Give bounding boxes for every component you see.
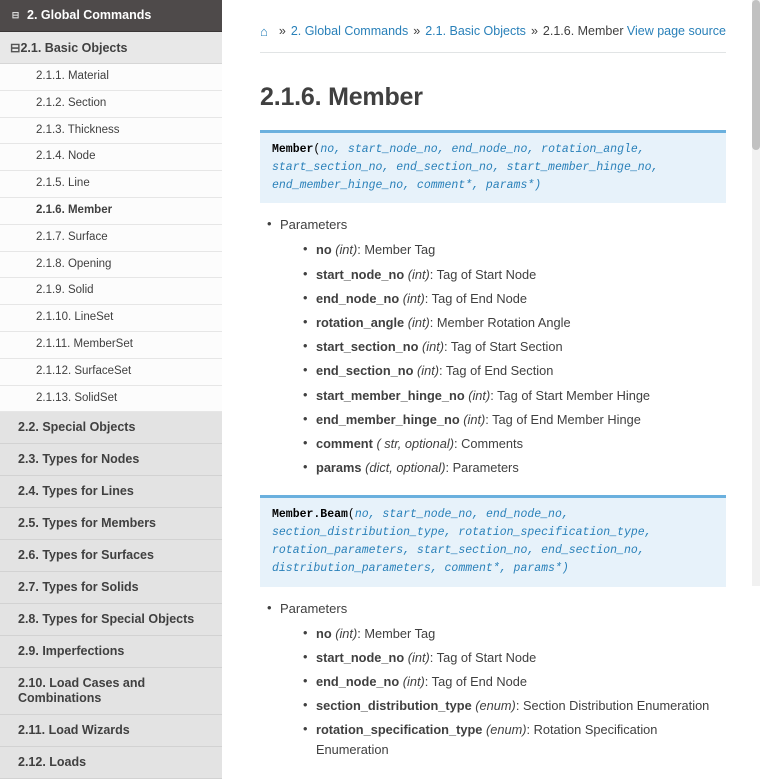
- sidebar-item-label: 2.1.13. SolidSet: [36, 391, 118, 404]
- parameters-label: Parameters: [280, 217, 348, 233]
- parameter-desc: : Tag of Start Node: [429, 649, 537, 665]
- parameter-desc: : Member Tag: [357, 625, 436, 641]
- parameter-type: (int): [407, 315, 430, 330]
- sidebar-item-global-commands[interactable]: [0, 0, 222, 32]
- sidebar-item-label: 2.7. Types for Solids: [18, 580, 139, 595]
- sidebar-item-memberset[interactable]: [0, 332, 222, 359]
- parameter-type: (int): [407, 649, 430, 665]
- signature-params: no, start_node_no, end_node_no, rotation_angle, start_section_no, end_section_no, start_member_hinge_no, end_member_hinge_no, comment*, params*: [272, 143, 659, 192]
- parameter-type: (enum): [485, 722, 527, 738]
- content-inner: [222, 0, 760, 759]
- breadcrumb-link-global-commands[interactable]: 2. Global Commands: [290, 24, 409, 38]
- parameter-type: (int): [416, 363, 440, 379]
- breadcrumb-separator: »: [278, 24, 286, 38]
- sidebar-item-node[interactable]: [0, 144, 222, 171]
- parameter-desc: : Tag of Start Section: [444, 339, 563, 355]
- parameter-name: end_section_no: [316, 363, 414, 379]
- parameter-item: [316, 624, 726, 643]
- sidebar-item-label: 2.1.8. Opening: [36, 257, 112, 270]
- sidebar-item-label: 2.1.9. Solid: [36, 284, 94, 297]
- breadcrumb: [260, 18, 726, 53]
- sidebar-item-label: 2.4. Types for Lines: [18, 484, 134, 499]
- signature-close-paren: ): [534, 178, 542, 192]
- parameter-desc: : Member Rotation Angle: [429, 315, 571, 330]
- sidebar-item-label: 2.9. Imperfections: [18, 644, 125, 659]
- collapse-icon[interactable]: ⊟: [11, 10, 20, 20]
- parameter-type: (int): [402, 673, 425, 689]
- parameter-name: end_node_no: [316, 290, 400, 306]
- sidebar-item-section[interactable]: [0, 91, 222, 118]
- parameter-item: [316, 648, 726, 667]
- sidebar-item-label: 2.11. Load Wizards: [18, 723, 130, 738]
- parameters-label: Parameters: [280, 600, 348, 616]
- sidebar-item-imperfections[interactable]: [0, 636, 222, 668]
- parameter-type: (int): [407, 266, 430, 282]
- sidebar-item-label: 2.1. Basic Objects: [20, 40, 128, 55]
- parameter-items: [280, 624, 726, 759]
- parameter-name: start_section_no: [316, 339, 419, 355]
- parameter-desc: : Tag of End Node: [424, 673, 528, 689]
- sidebar-item-material[interactable]: [0, 64, 222, 91]
- parameter-item: [316, 434, 726, 453]
- parameter-name: no: [316, 242, 332, 258]
- sidebar-item-label: 2.2. Special Objects: [18, 420, 136, 435]
- parameter-item: [316, 696, 726, 715]
- signature-member-beam: [260, 495, 726, 586]
- sidebar-item-line[interactable]: [0, 171, 222, 198]
- sidebar-item-label: 2.6. Types for Surfaces: [18, 548, 154, 563]
- sidebar-item-label: 2.1.10. LineSet: [36, 311, 114, 324]
- sidebar-item-load-cases-and-combinations[interactable]: [0, 668, 222, 715]
- parameter-type: (int): [421, 339, 445, 355]
- signature-close-paren: ): [561, 561, 569, 575]
- parameters-list-member-beam: [260, 601, 726, 759]
- signature-name: Member: [272, 143, 314, 156]
- parameter-type: (int): [335, 625, 358, 641]
- parameter-name: end_member_hinge_no: [316, 411, 460, 427]
- scrollbar-thumb[interactable]: [752, 0, 760, 150]
- parameter-type: ( str, optional): [376, 435, 454, 451]
- parameter-item: [316, 361, 726, 380]
- parameter-name: start_node_no: [316, 266, 405, 282]
- parameter-desc: : Tag of End Section: [439, 363, 554, 379]
- parameter-type: (enum): [475, 698, 516, 714]
- parameters-list-member: [260, 217, 726, 477]
- parameter-item: [316, 672, 726, 691]
- sidebar-item-label: 2.1.11. MemberSet: [36, 337, 133, 350]
- sidebar-item-types-for-solids[interactable]: [0, 572, 222, 604]
- signature-member: [260, 130, 726, 203]
- sidebar-navigation[interactable]: [0, 0, 222, 770]
- breadcrumb-link-basic-objects[interactable]: 2.1. Basic Objects: [425, 24, 526, 38]
- sidebar-item-label: 2.8. Types for Special Objects: [18, 612, 195, 627]
- parameter-name: end_node_no: [316, 673, 400, 689]
- parameter-name: no: [316, 625, 332, 641]
- sidebar-item-label: 2.1.6. Member: [36, 203, 113, 216]
- breadcrumb-separator: »: [530, 24, 538, 38]
- parameter-type: (int): [468, 387, 491, 403]
- parameter-item: [316, 386, 726, 405]
- parameter-desc: : Parameters: [445, 460, 519, 476]
- parameter-type: (int): [335, 242, 358, 258]
- main-content: [222, 0, 760, 757]
- sidebar-item-member[interactable]: [0, 198, 222, 225]
- parameter-type: (int): [463, 411, 486, 427]
- parameter-name: section_distribution_type: [316, 698, 472, 714]
- sidebar-item-loads[interactable]: [0, 747, 222, 779]
- sidebar-item-surfaceset[interactable]: [0, 359, 222, 386]
- sidebar-item-label: 2.5. Types for Members: [18, 516, 157, 531]
- sidebar-item-surface[interactable]: [0, 225, 222, 252]
- signature-open-paren: (: [347, 508, 355, 522]
- parameters-heading: [280, 601, 726, 759]
- parameter-item: [316, 289, 726, 308]
- parameter-desc: : Member Tag: [357, 242, 436, 258]
- parameter-desc: : Section Distribution Enumeration: [515, 698, 710, 714]
- parameter-name: start_member_hinge_no: [316, 387, 465, 403]
- view-page-source-link[interactable]: View page source: [626, 24, 726, 38]
- parameter-item: [316, 458, 726, 477]
- sidebar-item-types-for-lines[interactable]: [0, 476, 222, 508]
- parameter-item: [316, 313, 726, 332]
- parameter-item: [316, 240, 726, 259]
- breadcrumb-current: 2.1.6. Member: [542, 24, 624, 38]
- sidebar-item-label: 2.1.12. SurfaceSet: [36, 364, 132, 377]
- parameter-name: rotation_angle: [316, 315, 405, 330]
- parameter-name: params: [316, 460, 362, 476]
- sidebar-item-label: 2.1.2. Section: [36, 96, 107, 109]
- parameter-type: (dict, optional): [365, 460, 446, 476]
- parameter-name: comment: [316, 435, 373, 451]
- sidebar-item-label: 2.3. Types for Nodes: [18, 452, 140, 467]
- sidebar-subitems: [0, 64, 222, 412]
- home-icon[interactable]: ⌂: [260, 23, 268, 39]
- page-title: 2.1.6. Member: [260, 83, 423, 111]
- parameter-item: [316, 410, 726, 429]
- signature-name: Member.Beam: [272, 508, 348, 522]
- sidebar-item-label: 2.10. Load Cases and Combinations: [18, 676, 146, 706]
- sidebar-item-load-wizards[interactable]: [0, 715, 222, 747]
- parameter-desc: : Tag of Start Node: [429, 266, 537, 282]
- sidebar-item-label: 2.1.4. Node: [36, 150, 96, 163]
- parameter-desc: : Tag of End Member Hinge: [485, 411, 641, 427]
- parameter-desc: : Tag of End Node: [424, 290, 528, 306]
- sidebar-item-label: 2.12. Loads: [18, 755, 87, 770]
- parameter-name: rotation_specification_type: [316, 722, 483, 738]
- parameter-type: (int): [402, 290, 425, 306]
- sidebar-item-basic-objects[interactable]: [0, 32, 222, 64]
- sidebar-item-types-for-members[interactable]: [0, 508, 222, 540]
- parameter-item: [316, 337, 726, 356]
- parameter-items: [280, 240, 726, 477]
- sidebar-item-label: 2.1.3. Thickness: [36, 123, 120, 136]
- sidebar-item-lineset[interactable]: [0, 305, 222, 332]
- parameters-heading: [280, 217, 726, 477]
- parameter-item: [316, 265, 726, 284]
- sidebar-item-solid[interactable]: [0, 278, 222, 305]
- sidebar-item-types-for-nodes[interactable]: [0, 444, 222, 476]
- signature-open-paren: (: [313, 143, 321, 156]
- parameter-item: [316, 720, 726, 758]
- parameter-desc: : Comments: [453, 435, 523, 451]
- sidebar-item-types-for-surfaces[interactable]: [0, 540, 222, 572]
- parameter-desc: : Tag of Start Member Hinge: [490, 387, 651, 403]
- sidebar-item-special-objects[interactable]: [0, 412, 222, 444]
- sidebar-item-label: 2.1.5. Line: [36, 177, 90, 190]
- sidebar-item-types-for-special-objects[interactable]: [0, 604, 222, 636]
- sidebar-item-label: 2.1.1. Material: [36, 70, 109, 82]
- sidebar-item-solidset[interactable]: [0, 386, 222, 413]
- breadcrumb-separator: »: [413, 24, 421, 38]
- parameter-desc: : Rotation Specification Enumeration: [316, 722, 658, 757]
- sidebar-item-opening[interactable]: [0, 252, 222, 279]
- scrollbar-track[interactable]: [752, 0, 760, 586]
- parameter-name: start_node_no: [316, 649, 405, 665]
- collapse-icon[interactable]: ⊟: [10, 41, 21, 55]
- sidebar-item-label: 2.1.7. Surface: [36, 230, 108, 243]
- signature-params: no, start_node_no, end_node_no, section_distribution_type, rotation_specification_type, rotation_parameters, start_section_no, end_section_no, distribution_parameters, comment*, params*: [272, 508, 652, 575]
- sidebar-item-label: 2. Global Commands: [27, 8, 152, 22]
- sidebar-item-thickness[interactable]: [0, 118, 222, 145]
